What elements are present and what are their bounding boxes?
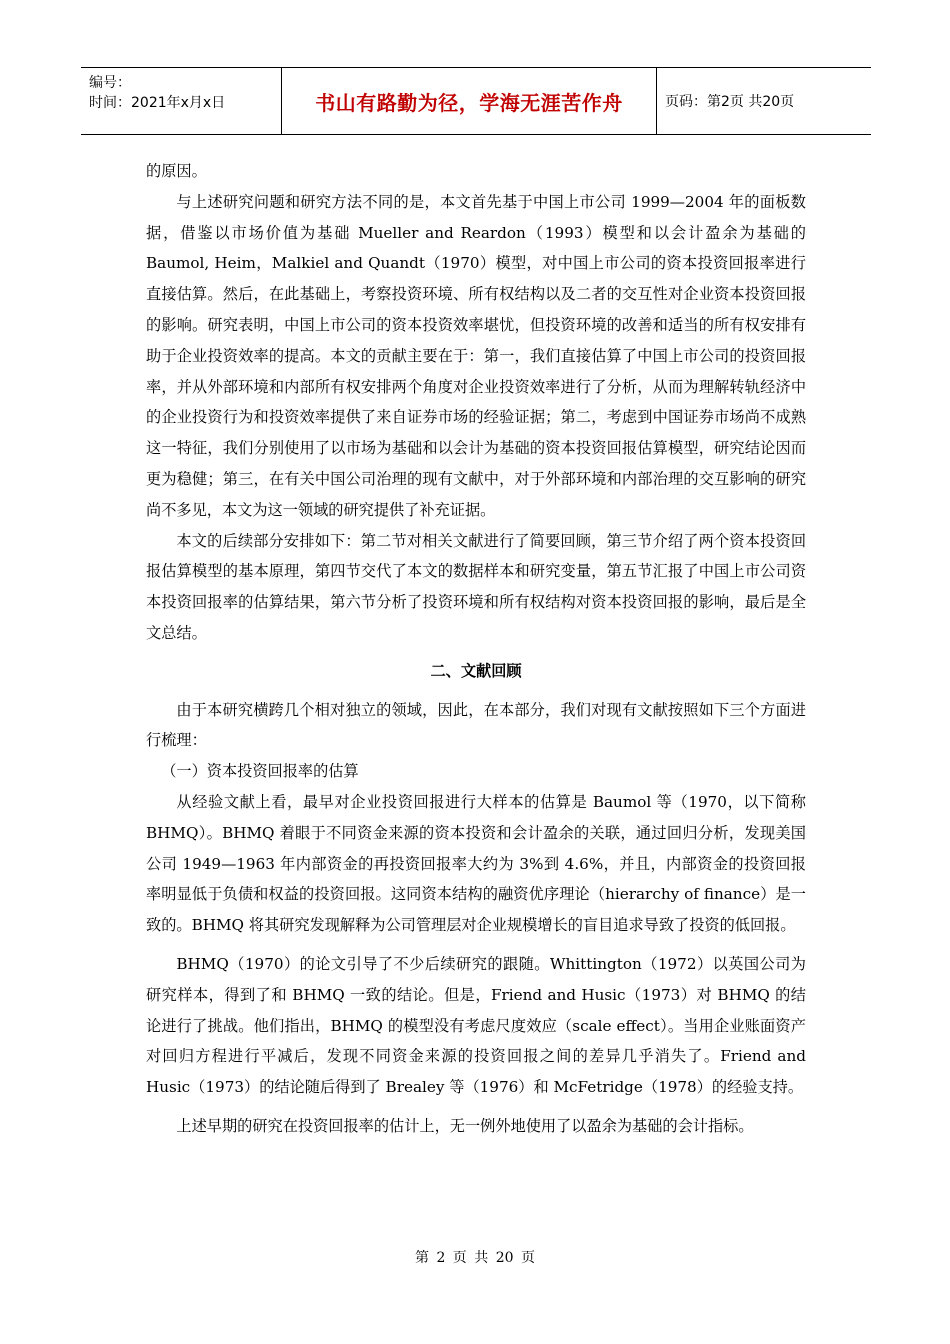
document-body [146, 156, 806, 1142]
header-page-number: 页码：第2页 共20页 [665, 94, 795, 110]
subsection-heading: （一）资本投资回报率的估算 [161, 762, 359, 781]
document-number-label: 编号： [89, 75, 131, 91]
document-date-label: 时间：2021年x月x日 [89, 95, 226, 111]
paragraph-intro: 由于本研究横跨几个相对独立的领域，因此，在本部分，我们对现有文献按照如下三个方面进行梳理： [146, 700, 806, 750]
paragraph-contribution: 与上述研究问题和研究方法不同的是，本文首先基于中国上市公司 1999—2004 年的面板数据，借鉴以市场价值为基础 Mueller and Reardon（1993）模型和以会计盈余为基础的 Baumol, Heim，Malkiel and Quandt（1970）模型，对中国上市公司的资本投资回报率进行直接估算。然后，在此基础上，考察投资环境、所有权结构以及二者的交互性对企业资本投资回报的影响。研究表明，中国上市公司的资本投资效率堪忧，但投资环境的改善和适当的所有权安排有助于企业投资效率的提高。本文的贡献主要在于：第一，我们直接估算了中国上市公司的投资回报率，并从外部环境和内部所有权安排两个角度对企业投资效率进行了分析，从而为理解转轨经济中的企业投资行为和投资效率提供了来自证券市场的经验证据；第二，考虑到中国证券市场尚不成熟这一特征，我们分别使用了以市场为基础和以会计为基础的资本投资回报估算模型，研究结论因而更为稳健；第三，在有关中国公司治理的现有文献中，对于外部环境和内部治理的交互影响的研究尚不多见，本文为这一领域的研究提供了补充证据。 [146, 192, 806, 519]
page-footer: 第 2 页 共 20 页 [415, 1250, 535, 1266]
paragraph-bhmq: 从经验文献上看，最早对企业投资回报进行大样本的估算是 Baumol 等（1970，以下简称 BHMQ）。BHMQ 着眼于不同资金来源的资本投资和会计盈余的关联，通过回归分析，发现美国公司 1949—1963 年内部资金的再投资回报率大约为 3%到 4.6%，并且，内部资金的投资回报率明显低于负债和权益的投资回报。这同资本结构的融资优序理论（hierarchy of finance）是一致的。BHMQ 将其研究发现解释为公司管理层对企业规模增长的盲目追求导致了投资的低回报。 [146, 792, 806, 935]
header-motto: 书山有路勤为径，学海无涯苦作舟 [282, 68, 657, 134]
paragraph-continuation: 的原因。 [146, 162, 207, 180]
paragraph-early-studies: 上述早期的研究在投资回报率的估计上，无一例外地使用了以盈余为基础的会计指标。 [176, 1116, 754, 1135]
page-header [81, 67, 871, 135]
header-meta [81, 68, 282, 134]
section-heading: 二、文献回顾 [430, 661, 522, 680]
paragraph-followups: BHMQ（1970）的论文引导了不少后续研究的跟随。Whittington（1972）以英国公司为研究样本，得到了和 BHMQ 一致的结论。但是，Friend and Husic（1973）对 BHMQ 的结论进行了挑战。他们指出，BHMQ 的模型没有考虑尺度效应（scale effect）。当用企业账面资产对回归方程进行平减后，发现不同资金来源的投资回报之间的差异几乎消失了。Friend and Husic（1973）的结论随后得到了 Brealey 等（1976）和 McFetridge（1978）的经验支持。 [146, 954, 806, 1097]
paragraph-outline: 本文的后续部分安排如下：第二节对相关文献进行了简要回顾，第三节介绍了两个资本投资回报估算模型的基本原理，第四节交代了本文的数据样本和研究变量，第五节汇报了中国上市公司资本投资回报率的估算结果，第六节分析了投资环境和所有权结构对资本投资回报的影响，最后是全文总结。 [146, 531, 806, 642]
